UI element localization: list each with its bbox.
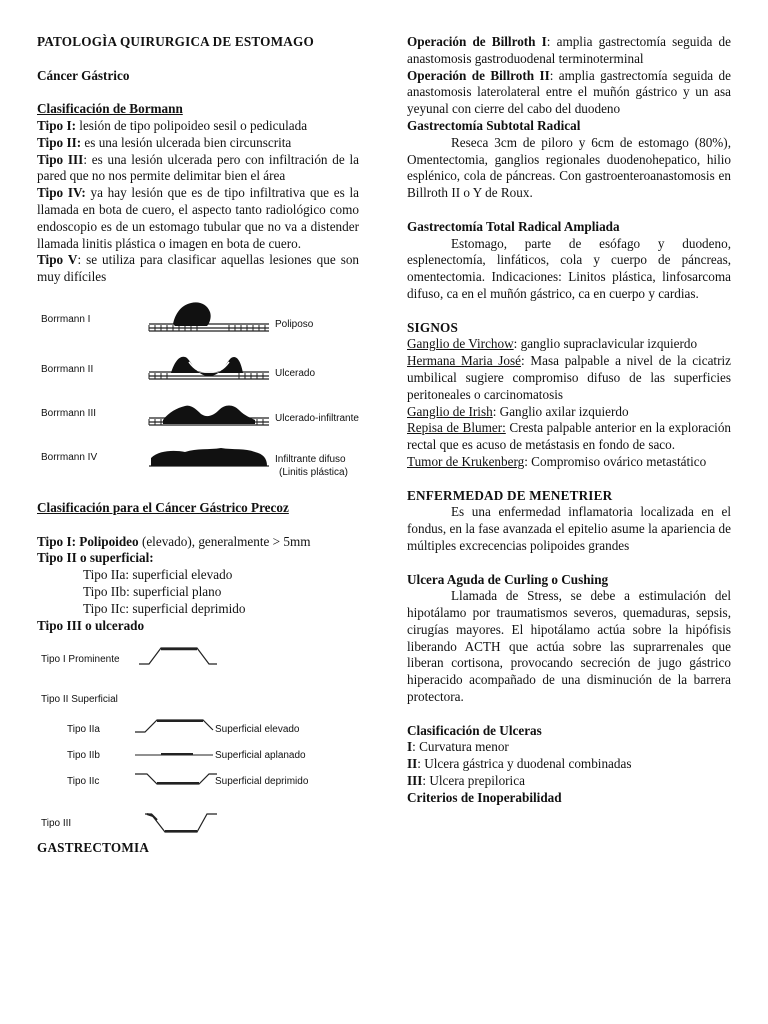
right-column [407,34,731,807]
bormann-tipo-5: Tipo V: se utiliza para clasificar aquellas lesiones que son muy difíciles [37,252,360,285]
precoz-tipo-1: Tipo I: Polipoideo (elevado), generalmente > 5mm [37,533,311,549]
subtotal-heading: Gastrectomía Subtotal Radical [407,117,581,133]
bormann-tipo-1: Tipo I: lesión de tipo polipoideo sesil o pediculada [37,117,308,133]
ulceras-heading: Clasificación de Ulceras [407,722,542,738]
document-title: PATOLOGÌA QUIRURGICA DE ESTOMAGO [37,34,314,49]
precoz-heading: Clasificación para el Cáncer Gástrico Precoz [37,499,289,515]
bormann-desc-2: Ulcerado [275,367,316,379]
billroth-2: Operación de Billroth II: amplia gastrectomía seguida de anastomosis laterolateral entre el muñón gástrico y un asa yeyunal con cierre del cabo del duodeno [407,67,732,117]
menetrier-heading: ENFERMEDAD DE MENETRIER [407,487,613,503]
precoz-tipo-3: Tipo III o ulcerado [37,617,145,633]
subtotal-text: Reseca 3cm de piloro y 6cm de estomago (80%), Omentectomia, ganglios regionales duodenohepatico, hilio esplénico, cola de páncreas. Con gastroenteroanastomosis en Billroth II o Y de Roux. [407,134,731,201]
signos-heading: SIGNOS [407,319,459,335]
signo-irish: Ganglio de Irish: Ganglio axilar izquierdo [407,403,629,419]
bormann-label-2: Borrmann II [41,363,94,375]
precoz-figure [37,638,367,838]
bormann-4-drawing [149,448,269,466]
precoz-tipo-2: Tipo II o superficial: [37,550,154,566]
cancer-heading: Cáncer Gástrico [37,67,130,83]
bormann-desc-3: Ulcerado-infiltrante [275,412,359,424]
precoz-fig-t2a-desc: Superficial elevado [215,724,300,736]
total-text: Estomago, parte de esófago y duodeno, esplenectomía, linfáticos, cola y cuerpo de páncreas, omentectomia. Indicaciones: Linitos plástica, linfosarcoma difuso, ca en el muñón gástrico, ca en cuerpo y cardias. [407,235,731,301]
bormann-desc-4: Infiltrante difuso [275,453,346,465]
bormann-label-4: Borrmann IV [41,451,98,463]
bormann-tipo-4: Tipo IV: ya hay lesión que es de tipo infiltrativa que es la llamada en bota de cuero, el aspecto tanto radiológico como endoscopio es de un estomago tubular que no va a distender llamada linitis plástica o imagen en bota de cuero. [37,185,359,251]
bormann-desc-4b: (Linitis plástica) [279,466,348,478]
precoz-fig-t2c-desc: Superficial deprimido [215,776,309,788]
precoz-fig-t1: Tipo I Prominente [41,654,120,666]
ulcera-tipo-3: III: Ulcera prepilorica [407,773,525,789]
bormann-tipo-2: Tipo II: es una lesión ulcerada bien circunscrita [37,134,292,150]
gastrectomia-heading: GASTRECTOMIA [37,840,150,856]
bormann-heading: Clasificación de Bormann [37,101,183,117]
bormann-1-drawing [149,302,269,331]
menetrier-text: Es una enfermedad inflamatoria localizada en el fondus, en la fase avanzada el epitelio asume la apariencia de múltiples excrecencias polipoides grandes [407,504,731,553]
curling-heading: Ulcera Aguda de Curling o Cushing [407,571,609,587]
precoz-fig-t2c: Tipo IIc [67,776,100,788]
bormann-desc-1: Poliposo [275,318,314,330]
precoz-fig-t2b-desc: Superficial aplanado [215,750,306,762]
total-heading: Gastrectomía Total Radical Ampliada [407,218,620,234]
bormann-2-drawing [149,357,269,379]
ulcera-tipo-1: I: Curvatura menor [407,739,509,755]
criterios-heading: Criterios de Inoperabilidad [407,789,562,805]
precoz-tipo-2b: Tipo IIb: superficial plano [83,583,222,599]
signo-blumer: Repisa de Blumer: Cresta palpable anterior en la exploración rectal que es acuso de metástasis en fondo de saco. [407,420,732,453]
bormann-3-drawing [149,405,269,425]
bormann-tipo-3: Tipo III: es una lesión ulcerada pero con infiltración de la pared que no nos permite delimitar bien el área [37,151,360,184]
bormann-label-3: Borrmann III [41,407,97,419]
precoz-tipo-2a: Tipo IIa: superficial elevado [83,567,233,583]
left-column [37,34,359,857]
bormann-figure [39,300,385,490]
signo-virchow: Ganglio de Virchow: ganglio supraclavicular izquierdo [407,336,698,352]
precoz-tipo-2c: Tipo IIc: superficial deprimido [83,600,246,616]
precoz-fig-t2a: Tipo IIa [67,724,100,736]
billroth-1: Operación de Billroth I: amplia gastrectomía seguida de anastomosis gastroduodenal terminoterminal [407,34,731,66]
bormann-label-1: Borrmann I [41,313,91,325]
signo-maria-jose: Hermana Maria José: Masa palpable a nivel de la cicatriz umbilical sugiere compromiso difuso de las superficies peritoneales o carcinomatosis [407,353,731,402]
signo-krukenberg: Tumor de Krukenberg: Compromiso ovárico metastático [407,453,707,469]
precoz-fig-t2: Tipo II Superficial [41,694,118,706]
precoz-fig-t2b: Tipo IIb [67,750,100,762]
precoz-fig-t3: Tipo III [41,818,72,830]
curling-text: Llamada de Stress, se debe a estimulación del hipotálamo por traumatismos severos, quemaduras, sepsis, cirugías mayores. El hipotálamo actúa sobre la hipófisis liberando ACTH que actúa sobre las suprarrenales que liberan cortisona, provocando secreción de jugo gástrico hiperacido acompañado de una disminución de la barrera protectora. [407,588,731,705]
ulcera-tipo-2: II: Ulcera gástrica y duodenal combinadas [407,756,632,772]
